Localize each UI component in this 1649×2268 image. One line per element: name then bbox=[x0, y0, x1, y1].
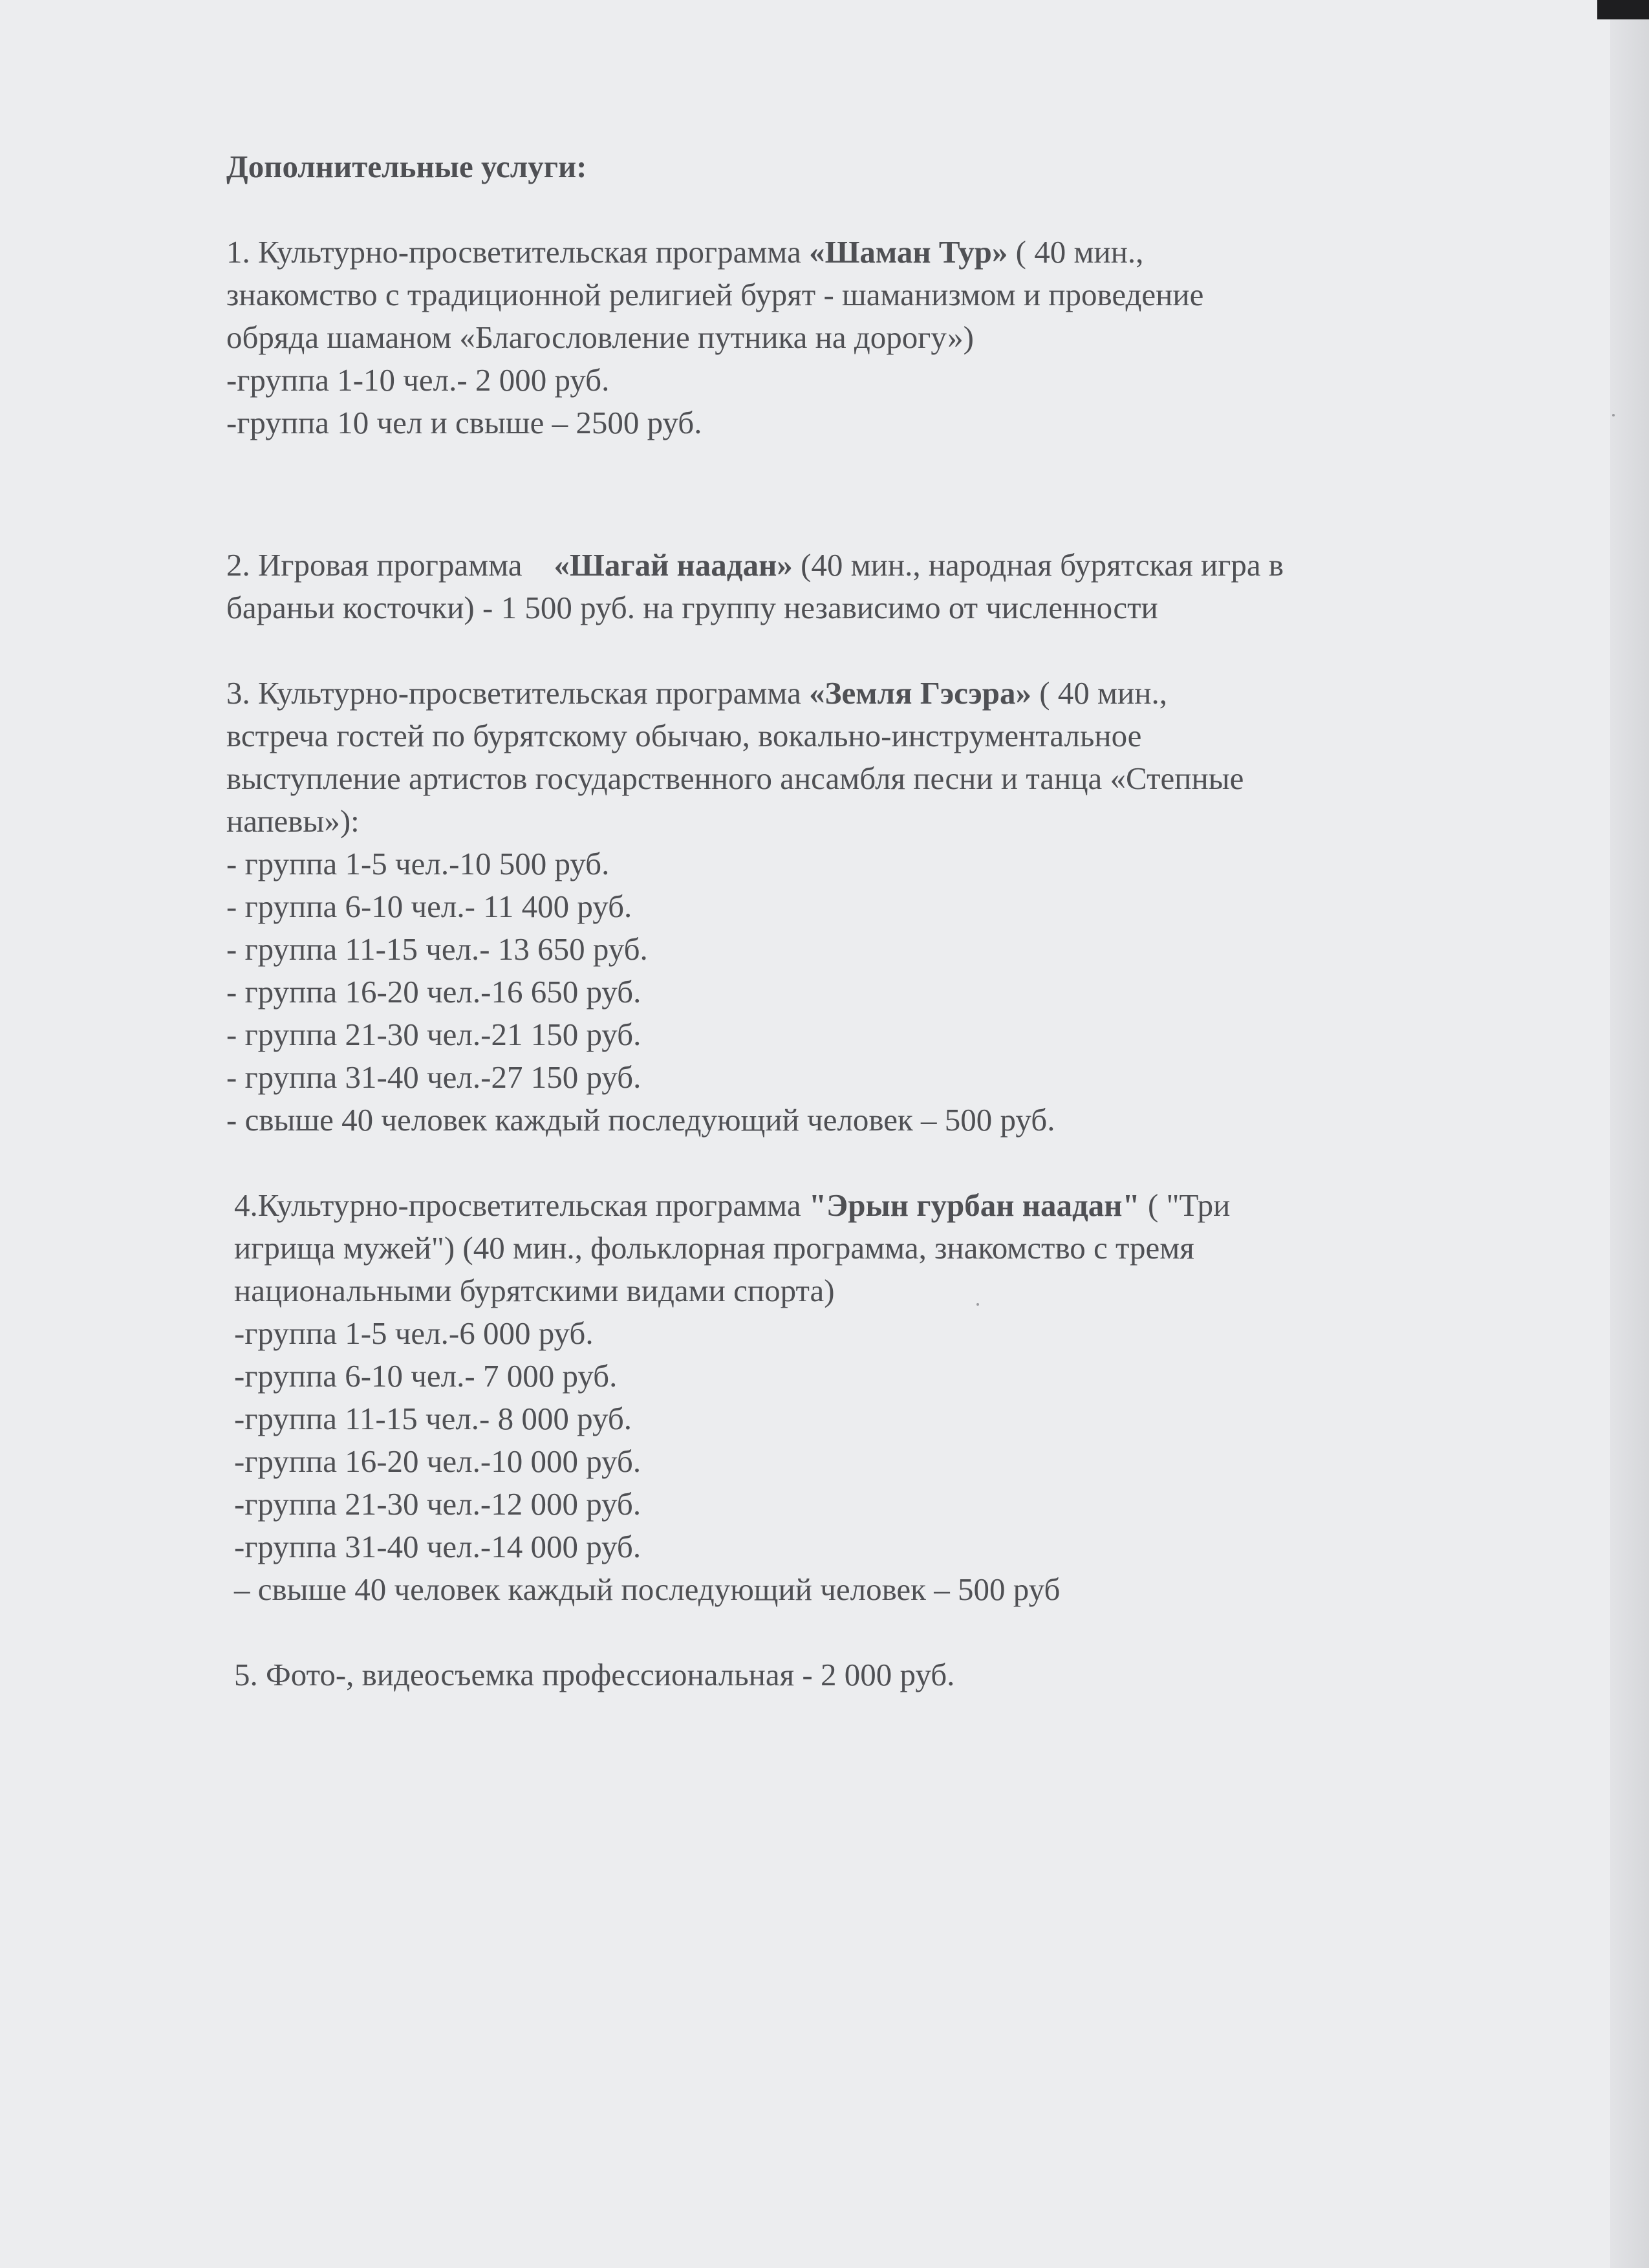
document-page bbox=[226, 146, 1513, 1696]
service-3-heading-line bbox=[226, 672, 1513, 715]
scan-speck bbox=[1612, 414, 1615, 416]
service-4-heading-prefix: 4.Культурно-просветительская программа bbox=[234, 1187, 809, 1223]
service-1 bbox=[226, 231, 1513, 444]
service-5 bbox=[226, 1654, 1513, 1696]
service-1-program-name: «Шаман Тур» bbox=[809, 234, 1008, 270]
service-4-price-line: -группа 11-15 чел.- 8 000 руб. bbox=[234, 1401, 632, 1436]
service-3 bbox=[226, 672, 1513, 1141]
service-3-line: напевы»): bbox=[226, 803, 360, 839]
service-1-heading-prefix: 1. Культурно-просветительская программа bbox=[226, 234, 810, 270]
service-4-heading-suffix: ( "Три bbox=[1139, 1187, 1231, 1223]
document-title: Дополнительные услуги: bbox=[226, 149, 587, 184]
service-4-price-line: -группа 21-30 чел.-12 000 руб. bbox=[234, 1486, 641, 1522]
service-3-program-name: «Земля Гэсэра» bbox=[809, 675, 1031, 711]
service-2-program-name: «Шагай наадан» bbox=[554, 547, 793, 583]
service-1-heading-suffix: ( 40 мин., bbox=[1008, 234, 1144, 270]
scan-corner-mark bbox=[1597, 0, 1649, 19]
service-4 bbox=[226, 1184, 1513, 1611]
service-4-price-line: -группа 16-20 чел.-10 000 руб. bbox=[234, 1443, 641, 1479]
service-2-heading-prefix: 2. Игровая программа bbox=[226, 547, 554, 583]
service-3-heading-prefix: 3. Культурно-просветительская программа bbox=[226, 675, 810, 711]
service-3-price-line: - группа 16-20 чел.-16 650 руб. bbox=[226, 974, 641, 1010]
service-3-price-line: - группа 6-10 чел.- 11 400 руб. bbox=[226, 889, 632, 924]
service-1-price-line: -группа 10 чел и свыше – 2500 руб. bbox=[226, 405, 702, 440]
service-1-line: обряда шаманом «Благословление путника на дорогу») bbox=[226, 319, 974, 355]
service-3-heading-suffix: ( 40 мин., bbox=[1031, 675, 1167, 711]
service-3-price-line: - группа 21-30 чел.-21 150 руб. bbox=[226, 1017, 641, 1052]
service-2-line: бараньи косточки) - 1 500 руб. на группу независимо от численности bbox=[226, 590, 1158, 625]
service-4-line: игрища мужей") (40 мин., фольклорная программа, знакомство с тремя bbox=[234, 1230, 1194, 1266]
service-2-heading-line bbox=[226, 544, 1513, 587]
service-4-line: национальными бурятскими видами спорта) bbox=[234, 1273, 835, 1308]
service-4-price-line: -группа 6-10 чел.- 7 000 руб. bbox=[234, 1358, 618, 1394]
service-2-heading-suffix: (40 мин., народная бурятская игра в bbox=[792, 547, 1284, 583]
service-4-heading-line bbox=[234, 1184, 1513, 1227]
service-4-price-line: -группа 1-5 чел.-6 000 руб. bbox=[234, 1315, 594, 1351]
service-3-line: выступление артистов государственного ансамбля песни и танца «Степные bbox=[226, 761, 1244, 796]
scan-speck bbox=[976, 1303, 979, 1306]
service-5-line: 5. Фото-, видеосъемка профессиональная - 2 000 руб. bbox=[234, 1657, 955, 1692]
service-2 bbox=[226, 544, 1513, 629]
service-1-line: знакомство с традиционной религией бурят - шаманизмом и проведение bbox=[226, 277, 1204, 312]
service-4-price-line: -группа 31-40 чел.-14 000 руб. bbox=[234, 1529, 641, 1564]
service-3-price-line: - группа 1-5 чел.-10 500 руб. bbox=[226, 846, 610, 881]
service-3-price-line: - свыше 40 человек каждый последующий человек – 500 руб. bbox=[226, 1102, 1055, 1138]
service-1-heading-line bbox=[226, 231, 1513, 274]
service-4-program-name: "Эрын гурбан наадан" bbox=[808, 1187, 1140, 1223]
service-3-price-line: - группа 11-15 чел.- 13 650 руб. bbox=[226, 931, 648, 967]
service-3-line: встреча гостей по бурятскому обычаю, вокально-инструментальное bbox=[226, 718, 1142, 753]
service-3-price-line: - группа 31-40 чел.-27 150 руб. bbox=[226, 1059, 641, 1095]
service-4-price-line: – свыше 40 человек каждый последующий человек – 500 руб bbox=[234, 1571, 1061, 1607]
scan-edge bbox=[1610, 0, 1649, 2268]
service-1-price-line: -группа 1-10 чел.- 2 000 руб. bbox=[226, 362, 610, 398]
